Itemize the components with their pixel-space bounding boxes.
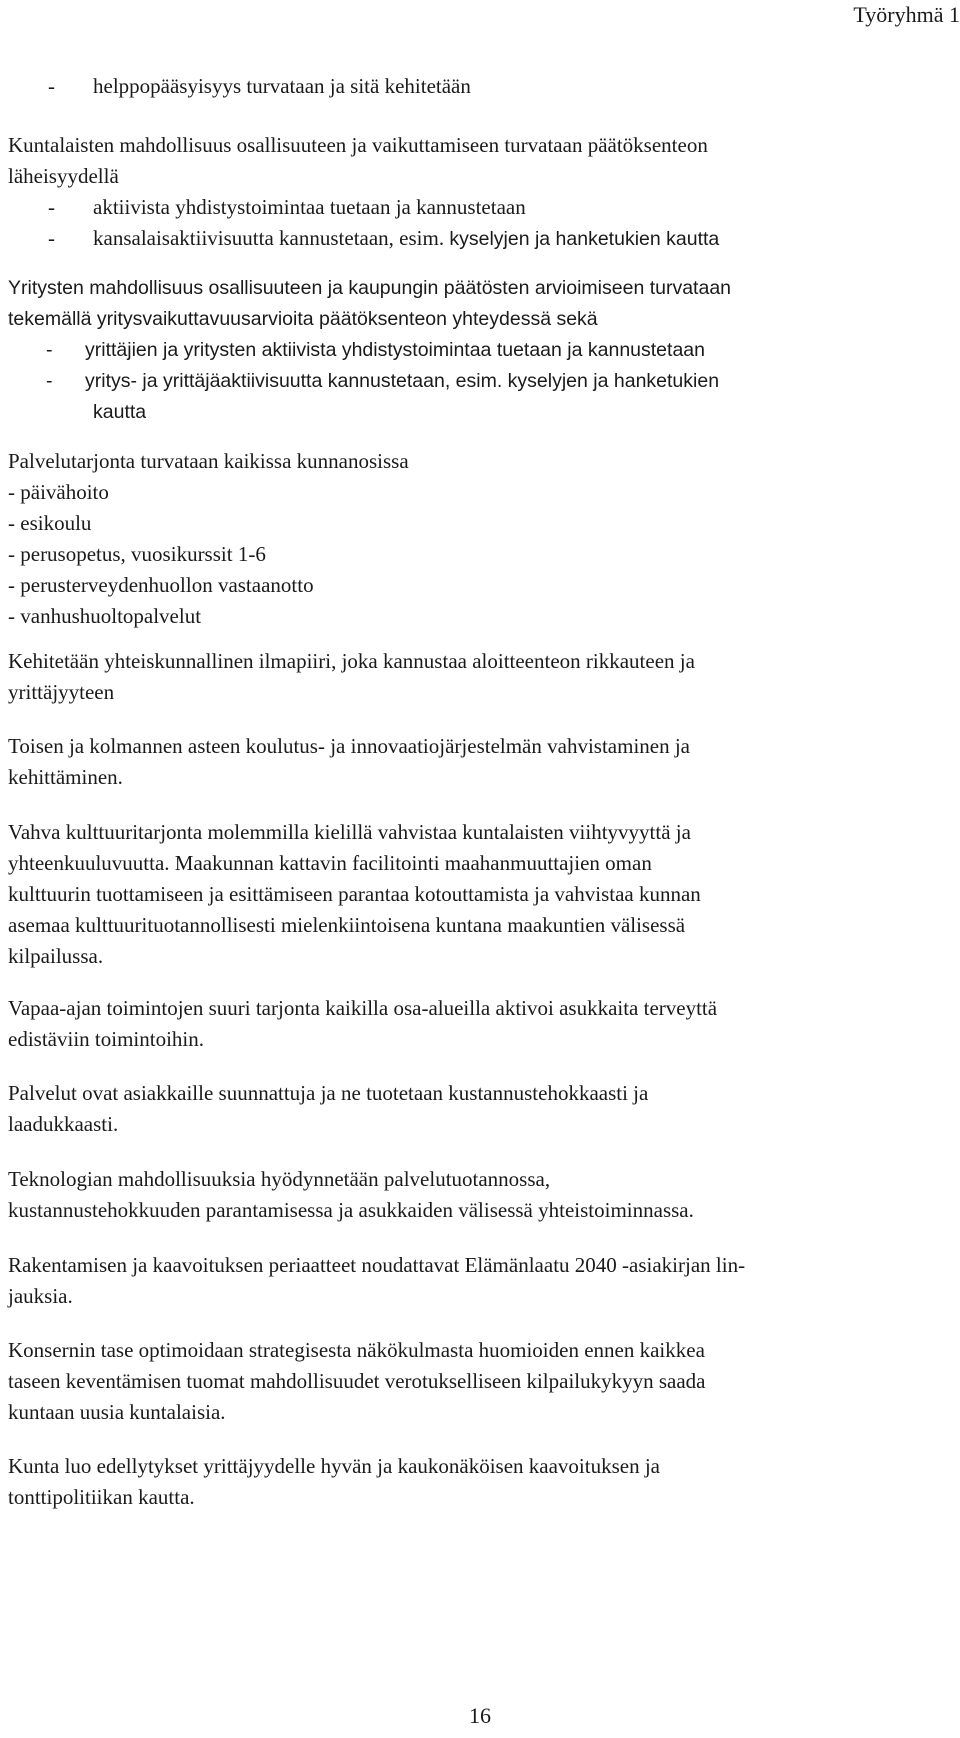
paragraph-technology: Teknologian mahdollisuuksia hyödynnetään palvelutuotannossa, kustannustehokkuuden parantamisessa ja asukkaiden välisessä yhteistoiminnassa.: [8, 1167, 694, 1222]
paragraph-culture: Vahva kulttuuritarjonta molemmilla kielillä vahvistaa kuntalaisten viihtyvyyttä ja yhteenkuuluvuutta. Maakunnan kattavin facilitointi maahanmuuttajien oman kulttuurin tuottamiseen ja esittämiseen parantaa kotouttamista ja vahvistaa kunnan asemaa kulttuurituotannollisesti mielenkiintoisena kuntana maakuntien välisessä kilpailussa.: [8, 820, 701, 968]
paragraph-construction: Rakentamisen ja kaavoituksen periaatteet noudattavat Elämänlaatu 2040 -asiakirjan lin- jauksia.: [8, 1253, 746, 1308]
list-item: - päivähoito: [8, 480, 109, 504]
list-item: - esikoulu: [8, 511, 92, 535]
page-number: 16: [469, 1703, 491, 1728]
paragraph-zoning: Kunta luo edellytykset yrittäjyydelle hyvän ja kaukonäköisen kaavoituksen ja tonttipolitiikan kautta.: [8, 1454, 660, 1509]
paragraph-group-balance: Konsernin tase optimoidaan strategisesta näkökulmasta huomioiden ennen kaikkea taseen keventämisen tuomat mahdollisuudet verotukselliseen kilpailukykyyn saada kuntaan uusia kuntalaisia.: [8, 1338, 706, 1424]
continued-list: [8, 71, 471, 102]
paragraph-business-participation: Yritysten mahdollisuus osallisuuteen ja kaupungin päätösten arvioimiseen turvataan tekemällä yritysvaikuttavuusarvioita päätöksenteon yhteydessä sekä - yrittäjien ja yritysten aktiivista yhdistystoimintaa tuetaan ja kannustetaan - yritys- ja yrittäjäaktiivisuutta kannustetaan, esim. kyselyjen ja hanketukien kautta: [8, 277, 732, 423]
list-item: - yritys- ja yrittäjäaktiivisuutta kannustetaan, esim. kyselyjen ja hanketukien: [46, 370, 720, 392]
paragraph-service-efficiency: Palvelut ovat asiakkaille suunnattuja ja ne tuotetaan kustannustehokkaasti ja laadukkaasti.: [8, 1081, 649, 1136]
list-item: - aktiivista yhdistystoimintaa tuetaan ja kannustetaan: [48, 195, 526, 219]
paragraph-education: Toisen ja kolmannen asteen koulutus- ja innovaatiojärjestelmän vahvistaminen ja kehittäminen.: [8, 734, 691, 789]
list-item: - kansalaisaktiivisuutta kannustetaan, esim. kyselyjen ja hanketukien kautta: [48, 226, 720, 250]
paragraph-entrepreneurship: Kehitetään yhteiskunnallinen ilmapiiri, joka kannustaa aloitteenteon rikkauteen ja yrittäjyyteen: [8, 649, 695, 704]
list-item: - perusopetus, vuosikurssit 1-6: [8, 542, 266, 566]
paragraph-resident-participation: Kuntalaisten mahdollisuus osallisuuteen ja vaikuttamiseen turvataan päätöksenteon läheisyydellä - aktiivista yhdistystoimintaa tuetaan ja kannustetaan - kansalaisaktiivisuutta kannustetaan, esim. kyselyjen ja hanketukien kautta: [8, 130, 719, 255]
list-item: - perusterveydenhuollon vastaanotto: [8, 573, 314, 597]
paragraph-leisure: Vapaa-ajan toimintojen suuri tarjonta kaikilla osa-alueilla aktivoi asukkaita terveyttä edistäviin toimintoihin.: [8, 996, 718, 1051]
list-item: - yrittäjien ja yritysten aktiivista yhdistystoimintaa tuetaan ja kannustetaan: [46, 339, 705, 361]
paragraph-services: Palvelutarjonta turvataan kaikissa kunnanosissa - päivähoito - esikoulu - perusopetus, vuosikurssit 1-6 - perusterveydenhuollon vastaanotto - vanhushuoltopalvelut: [8, 446, 409, 632]
list-item: - vanhushuoltopalvelut: [8, 604, 202, 628]
running-header: Työryhmä 1: [853, 2, 960, 27]
list-item: - helppopääsyisyys turvataan ja sitä kehitetään: [48, 74, 471, 98]
